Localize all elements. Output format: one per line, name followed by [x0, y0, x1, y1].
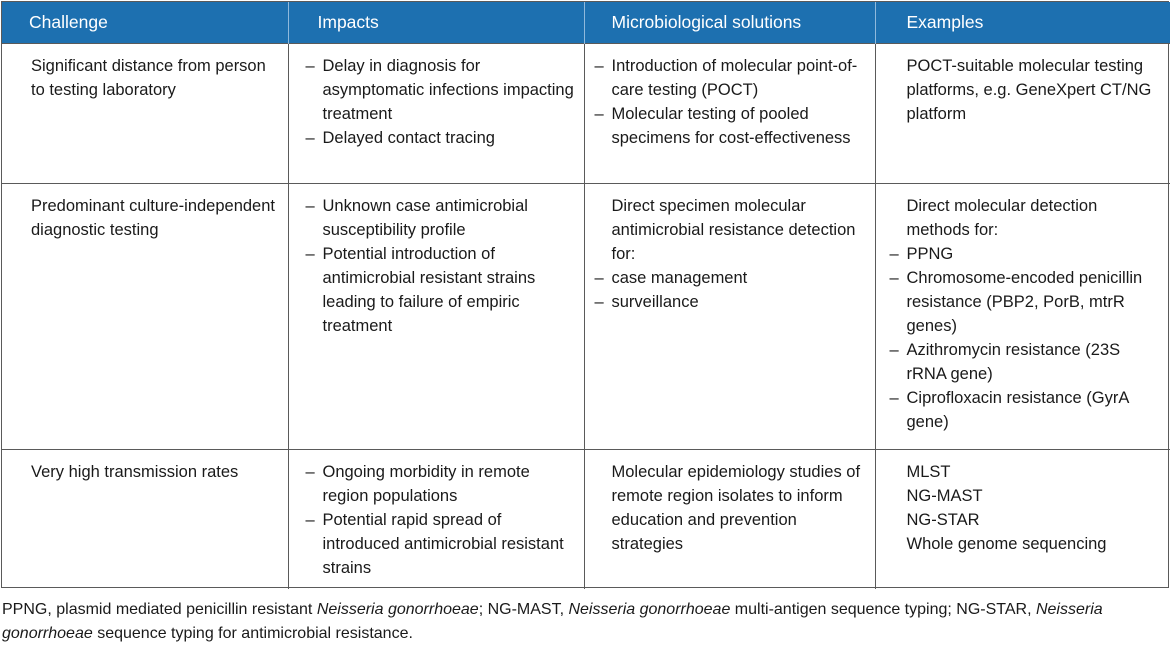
- footnote-text: sequence typing for antimicrobial resistance.: [92, 625, 413, 642]
- example-item: NG-MAST: [906, 486, 983, 505]
- impact-item: – Potential rapid spread of introduced antimicrobial resistant strains: [306, 508, 576, 580]
- examples-cell: [875, 43, 1170, 183]
- table-row: [2, 183, 1170, 449]
- table-container: [1, 1, 1169, 588]
- impacts-list: [323, 194, 576, 338]
- solutions-cell: [584, 449, 875, 589]
- example-item: – PPNG: [890, 242, 1163, 266]
- header-examples: Examples: [875, 2, 1170, 43]
- example-item: NG-STAR: [906, 510, 980, 529]
- challenge-text: Significant distance from person to testing laboratory: [31, 56, 266, 99]
- example-item: Whole genome sequencing: [906, 534, 1107, 553]
- solution-item: – Introduction of molecular point-of-care testing (POCT): [595, 54, 867, 102]
- table-header-row: [2, 2, 1170, 43]
- examples-text: POCT-suitable molecular testing platforms, e.g. GeneXpert CT/NG platform: [906, 56, 1152, 123]
- challenges-table: [2, 2, 1170, 589]
- impacts-list: [323, 54, 576, 150]
- header-microbiological-solutions: Microbiological solutions: [584, 2, 875, 43]
- example-item: – Ciprofloxacin resistance (GyrA gene): [890, 386, 1163, 434]
- solution-item: – surveillance: [595, 290, 867, 314]
- examples-cell: [875, 183, 1170, 449]
- impacts-cell: [288, 43, 584, 183]
- footnote-text: ; NG-MAST,: [478, 601, 569, 618]
- solutions-intro: Direct specimen molecular antimicrobial resistance detection for:: [611, 196, 856, 263]
- challenge-cell: [2, 183, 288, 449]
- examples-list: [907, 242, 1163, 434]
- impacts-cell: [288, 449, 584, 589]
- example-item: MLST: [906, 462, 951, 481]
- solutions-list: [612, 266, 867, 314]
- table-row: [2, 43, 1170, 183]
- header-challenge: Challenge: [2, 2, 288, 43]
- solution-item: – Molecular testing of pooled specimens for cost-effectiveness: [595, 102, 867, 150]
- header-impacts: Impacts: [288, 2, 584, 43]
- example-item: – Azithromycin resistance (23S rRNA gene): [890, 338, 1163, 386]
- impact-item: – Delayed contact tracing: [306, 126, 576, 150]
- examples-cell: [875, 449, 1170, 589]
- impact-item: – Potential introduction of antimicrobial resistant strains leading to failure of empiric treatment: [306, 242, 576, 338]
- challenge-cell: [2, 43, 288, 183]
- solution-item: – case management: [595, 266, 867, 290]
- impacts-list: [323, 460, 576, 580]
- impacts-cell: [288, 183, 584, 449]
- footnote-species: Neisseria gonorrhoeae: [316, 601, 479, 618]
- impact-item: – Delay in diagnosis for asymptomatic infections impacting treatment: [306, 54, 576, 126]
- solutions-cell: [584, 183, 875, 449]
- example-item: – Chromosome-encoded penicillin resistance (PBP2, PorB, mtrR genes): [890, 266, 1163, 338]
- footnote-species: Neisseria gonorrhoeae: [568, 601, 731, 618]
- footnote-species: Neisseria gonorrhoeae: [2, 601, 1103, 642]
- impact-item: – Ongoing morbidity in remote region populations: [306, 460, 576, 508]
- examples-intro: Direct molecular detection methods for:: [906, 196, 1098, 239]
- solutions-text: Molecular epidemiology studies of remote region isolates to inform education and prevention strategies: [611, 462, 861, 553]
- footnote-text: multi-antigen sequence typing; NG-STAR,: [730, 601, 1036, 618]
- impact-item: – Unknown case antimicrobial susceptibility profile: [306, 194, 576, 242]
- challenge-text: Predominant culture-independent diagnostic testing: [31, 196, 275, 239]
- solutions-cell: [584, 43, 875, 183]
- challenge-text: Very high transmission rates: [31, 462, 239, 481]
- solutions-list: [612, 54, 867, 150]
- challenge-cell: [2, 449, 288, 589]
- table-row: [2, 449, 1170, 589]
- table-footnote: [2, 598, 1170, 646]
- footnote-text: PPNG, plasmid mediated penicillin resistant: [2, 601, 317, 618]
